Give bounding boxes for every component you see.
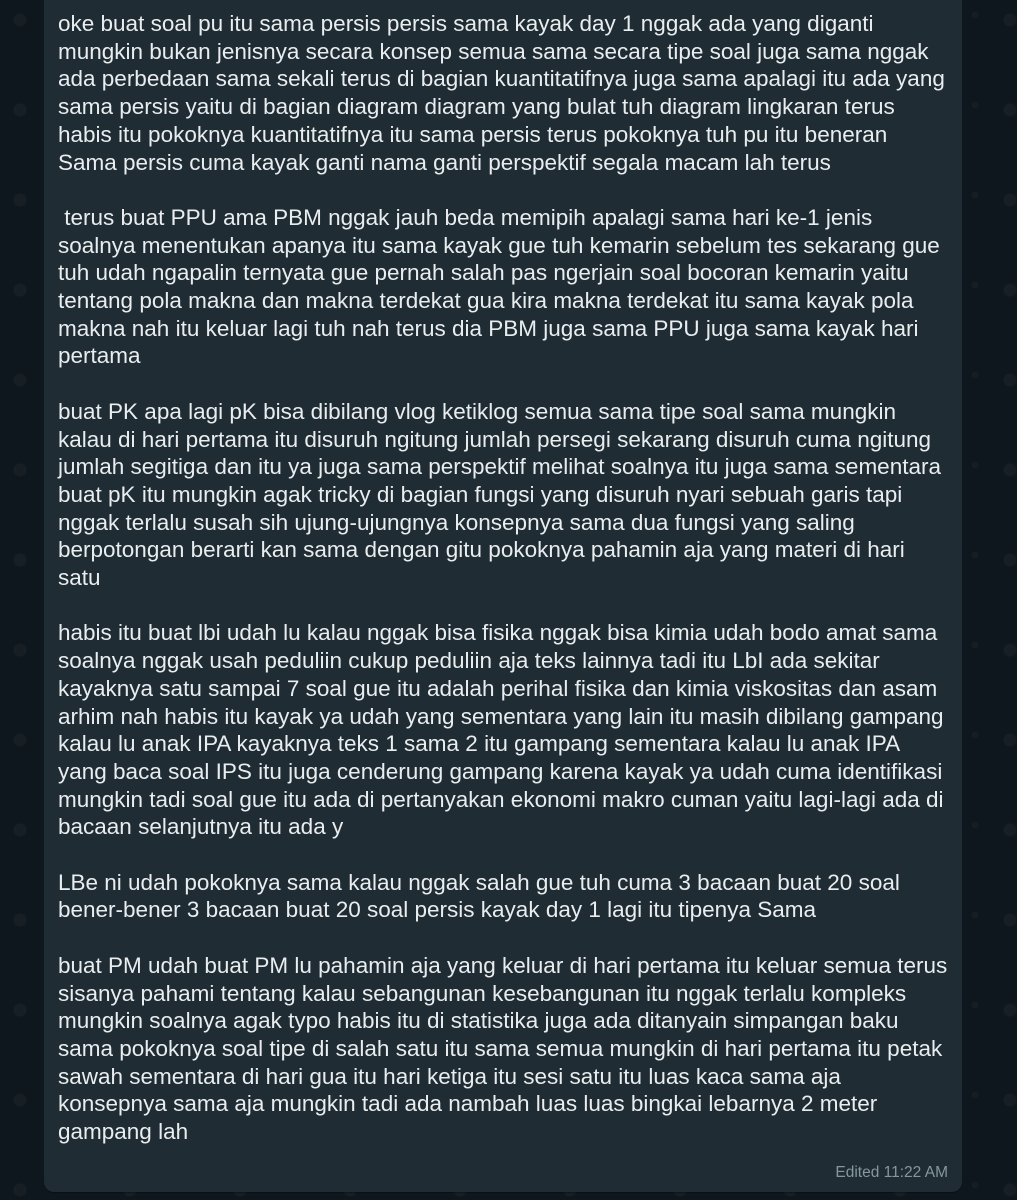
- message-meta: [835, 1164, 948, 1182]
- paragraph-gap: [58, 370, 948, 398]
- message-paragraph-5: LBe ni udah pokoknya sama kalau nggak salah gue tuh cuma 3 bacaan buat 20 soal bener-bener 3 bacaan buat 20 soal persis kayak day 1 lagi itu tipenya Sama: [58, 869, 907, 923]
- paragraph-gap: [58, 592, 948, 620]
- message-paragraph-4: habis itu buat lbi udah lu kalau nggak bisa fisika nggak bisa kimia udah bodo amat sama soalnya nggak usah peduliin cukup peduliin aja teks lainnya tadi itu LbI ada sekitar kayaknya satu sampai 7 soal gue itu adalah perihal fisika dan kimia viskositas dan asam arhim nah habis itu kayak ya udah yang sementara yang lain itu masih dibilang gampang kalau lu anak IPA kayaknya teks 1 sama 2 itu gampang sementara kalau lu anak IPA yang baca soal IPS itu juga cenderung gampang karena kayak ya udah cuma identifikasi mungkin tadi soal gue itu ada di pertanyakan ekonomi makro cuman yaitu lagi-lagi ada di bacaan selanjutnya itu ada y: [58, 620, 950, 840]
- message-paragraph-6: buat PM udah buat PM lu pahamin aja yang keluar di hari pertama itu keluar semua terus sisanya pahami tentang kalau sebangunan kesebangunan itu nggak terlalu kompleks mungkin soalnya agak typo habis itu di statistika juga ada ditanyain simpangan baku sama pokoknya soal tipe di salah satu itu sama semua mungkin di hari pertama itu petak sawah sementara di hari gua itu hari ketiga itu sesi satu itu luas kaca sama aja konsepnya sama aja mungkin tadi ada nambah luas luas bingkai lebarnya 2 meter gampang lah: [58, 952, 954, 1145]
- message-bubble[interactable]: [44, 0, 962, 1192]
- message-paragraph-3: buat PK apa lagi pK bisa dibilang vlog ketiklog semua sama tipe soal sama mungkin kalau di hari pertama itu disuruh ngitung jumlah persegi sekarang disuruh cuma ngitung jumlah segitiga dan itu ya juga sama perspektif melihat soalnya itu juga sama sementara buat pK itu mungkin agak tricky di bagian fungsi yang disuruh nyari sebuah garis tapi nggak terlalu susah sih ujung-ujungnya konsepnya sama dua fungsi yang saling berpotongan berarti kan sama dengan gitu pokoknya pahamin aja yang materi di hari satu: [58, 398, 948, 591]
- paragraph-gap: [58, 176, 948, 204]
- paragraph-gap: [58, 841, 948, 869]
- message-paragraph-1: oke buat soal pu itu sama persis persis sama kayak day 1 nggak ada yang diganti mungkin bukan jenisnya secara konsep semua sama secara tipe soal juga sama nggak ada perbedaan sama sekali terus di bagian kuantitatifnya juga sama apalagi itu ada yang sama persis yaitu di bagian diagram diagram yang bulat tuh diagram lingkaran terus habis itu pokoknya kuantitatifnya itu sama persis terus pokoknya tuh pu itu beneran Sama persis cuma kayak ganti nama ganti perspektif segala macam lah terus: [58, 11, 952, 175]
- edited-label: Edited: [835, 1164, 880, 1181]
- paragraph-gap: [58, 924, 948, 952]
- message-time: 11:22 AM: [883, 1164, 948, 1181]
- message-paragraph-2: terus buat PPU ama PBM nggak jauh beda memipih apalagi sama hari ke-1 jenis soalnya menentukan apanya itu sama kayak gue tuh kemarin sebelum tes sekarang gue tuh udah ngapalin ternyata gue pernah salah pas ngerjain soal bocoran kemarin yaitu tentang pola makna dan makna terdekat gua kira makna terdekat itu sama kayak pola makna nah itu keluar lagi tuh nah terus dia PBM juga sama PPU juga sama kayak hari pertama: [58, 204, 947, 369]
